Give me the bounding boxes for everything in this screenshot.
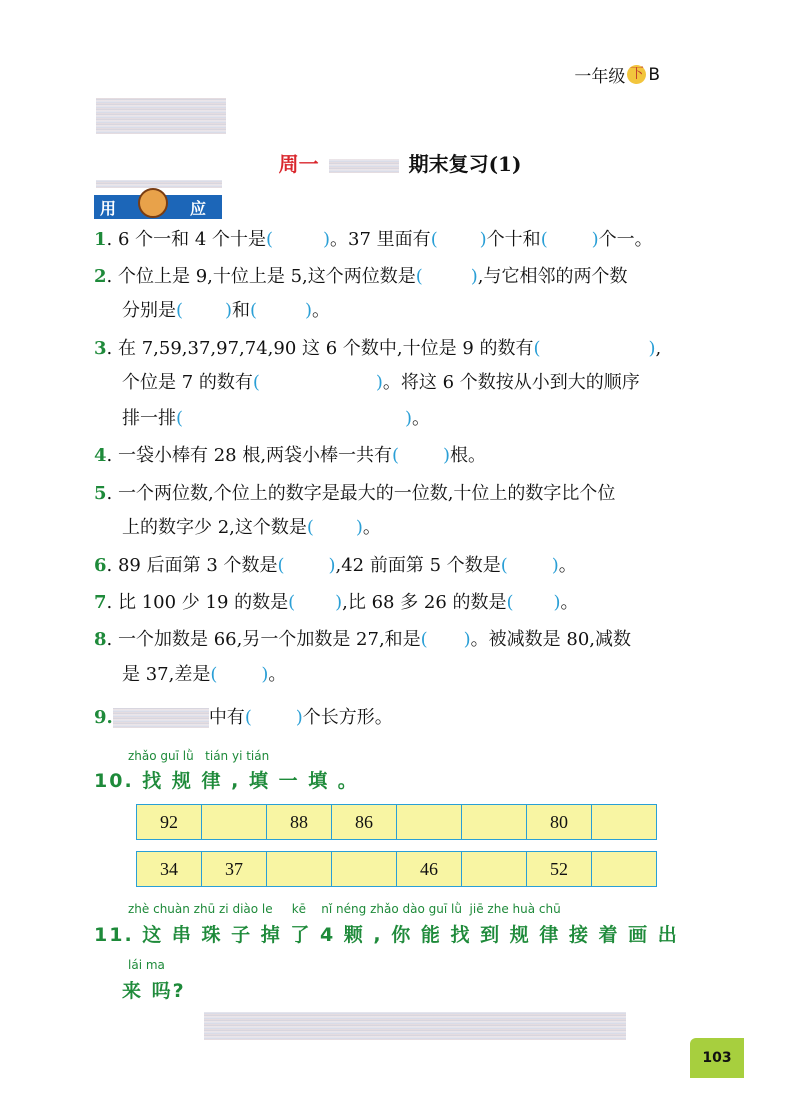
question-text: 。 [268,664,287,685]
question-text: , [655,338,662,359]
page-number: 103 [690,1038,744,1078]
page-title [0,148,800,177]
badge-char-3: 应 [190,198,207,218]
question-number: 9 [94,707,107,728]
sequence-cell[interactable]: 37 [202,852,267,887]
beads-figure [204,1012,626,1040]
question-text: 根。 [450,445,487,466]
question-text: 个一。 [598,229,653,250]
question-text: 分别是 [122,300,176,321]
question-number: 4 [94,445,107,466]
answer-blank[interactable]: ( ) [540,229,599,250]
question-6 [94,553,577,579]
question-4 [94,443,486,469]
cartoon-face-icon [138,188,168,218]
question-3 [94,336,661,362]
answer-blank[interactable]: ( ) [506,592,561,613]
question-number: 11 [94,924,125,946]
sequence-cell[interactable]: 86 [332,805,397,840]
question-text: 。 [312,300,330,321]
question-number: 5 [94,483,107,504]
question-number: 2 [94,266,107,287]
question-dot: . [106,707,113,728]
sequence-table-2 [136,851,657,887]
sequence-cell[interactable] [332,852,397,887]
question-text: ,比 68 多 26 的数是 [342,592,507,613]
answer-blank[interactable]: ( ) [533,338,656,359]
q10-pinyin: zhǎo guī lǜ tián yi tián [128,749,270,763]
rectangle-figure [113,708,209,728]
sequence-cell[interactable] [202,805,267,840]
question-text: ,42 前面第 5 个数是 [335,555,501,576]
question-number: 10 [94,770,125,792]
question-text: 。 [362,517,381,538]
answer-blank[interactable]: ( ) [244,707,303,728]
question-text: 。 [560,592,579,613]
question-text: 中有 [208,707,245,728]
question-text: . 这 串 珠 子 掉 了 4 颗 , 你 能 找 到 规 律 接 着 画 出 [124,924,679,946]
question-9 [94,705,393,731]
badge-decoration [96,180,222,188]
question-text: 排一排 [122,408,176,429]
sequence-cell[interactable] [397,805,462,840]
grade-term-badge: 下 [627,65,646,84]
question-5 [94,481,615,507]
section-badge [94,195,222,219]
question-number: 8 [94,629,107,650]
question-text: 个十和 [486,229,541,250]
question-3-line-2 [122,370,640,396]
question-number: 7 [94,592,107,613]
answer-blank[interactable]: ( ) [266,229,331,250]
answer-blank[interactable]: ( ) [252,372,383,393]
answer-blank[interactable]: ( ) [392,445,451,466]
sequence-cell[interactable]: 92 [137,805,202,840]
question-7 [94,590,579,616]
question-text: 上的数字少 2,这个数是 [122,517,307,538]
sequence-cell[interactable]: 52 [527,852,592,887]
answer-blank[interactable]: ( ) [415,266,478,287]
question-5-line-2 [122,515,381,541]
question-number: 3 [94,338,107,359]
answer-blank[interactable]: ( ) [420,629,471,650]
question-text: 。将这 6 个数按从小到大的顺序 [382,372,640,393]
question-8-line-2 [122,662,286,688]
answer-blank[interactable]: ( ) [176,300,232,321]
answer-blank[interactable]: ( ) [288,592,343,613]
sequence-table-1 [136,804,657,840]
sequence-cell[interactable] [592,852,657,887]
decorative-scribble-top [96,98,226,134]
question-text: . 找 规 律 , 填 一 填 。 [124,770,359,792]
question-8 [94,627,631,653]
question-3-line-3 [122,406,430,432]
answer-blank[interactable]: ( ) [176,408,412,429]
question-11-line-2: 来 吗? [122,980,186,1002]
question-number: 6 [94,555,107,576]
question-text: ,与它相邻的两个数 [477,266,628,287]
badge-char-1: 用 [100,198,117,218]
sequence-cell[interactable]: 34 [137,852,202,887]
question-text: . 89 后面第 3 个数是 [106,555,278,576]
question-text: . 比 100 少 19 的数是 [106,592,289,613]
answer-blank[interactable]: ( ) [500,555,559,576]
sequence-cell[interactable] [592,805,657,840]
title-day: 周一 [278,152,319,176]
question-text: . 一个两位数,个位上的数字是最大的一位数,十位上的数字比个位 [106,483,616,504]
grade-label [574,62,660,87]
question-text: 。被减数是 80,减数 [470,629,632,650]
answer-blank[interactable]: ( ) [210,664,269,685]
answer-blank[interactable]: ( ) [250,300,312,321]
title-decoration [329,159,399,173]
answer-blank[interactable]: ( ) [277,555,336,576]
question-text: 个长方形。 [302,707,393,728]
q11-pinyin-2: lái ma [128,958,165,972]
question-text: . 6 个一和 4 个十是 [106,229,267,250]
question-text: 是 37,差是 [122,664,211,685]
title-topic: 期末复习(1) [408,152,522,176]
sequence-cell[interactable]: 46 [397,852,462,887]
sequence-cell[interactable] [267,852,332,887]
question-text: . 一个加数是 66,另一个加数是 27,和是 [106,629,421,650]
question-1 [94,227,653,253]
question-10 [94,766,359,793]
sequence-cell[interactable] [462,852,527,887]
question-number: 1 [94,229,107,250]
question-text: . 个位上是 9,十位上是 5,这个两位数是 [106,266,416,287]
answer-blank[interactable]: ( ) [430,229,487,250]
question-text: . 一袋小棒有 28 根,两袋小棒一共有 [106,445,393,466]
question-text: . 在 7,59,37,97,74,90 这 6 个数中,十位是 9 的数有 [106,338,534,359]
q11-pinyin-1: zhè chuàn zhū zi diào le kē nǐ néng zhǎo dào guī lǜ jiē zhe huà chū [128,902,561,916]
sequence-cell[interactable] [462,805,527,840]
grade-suffix: B [648,64,660,85]
question-text: 。 [558,555,577,576]
sequence-cell[interactable]: 88 [267,805,332,840]
question-11 [94,920,679,947]
question-text: 。 [412,408,430,429]
question-text: 。37 里面有 [330,229,431,250]
sequence-cell[interactable]: 80 [527,805,592,840]
question-2-line-2 [122,298,330,324]
question-text: 个位是 7 的数有 [122,372,253,393]
question-2 [94,264,628,290]
answer-blank[interactable]: ( ) [306,517,363,538]
question-text: 和 [232,300,250,321]
grade-prefix: 一年级 [574,67,626,87]
